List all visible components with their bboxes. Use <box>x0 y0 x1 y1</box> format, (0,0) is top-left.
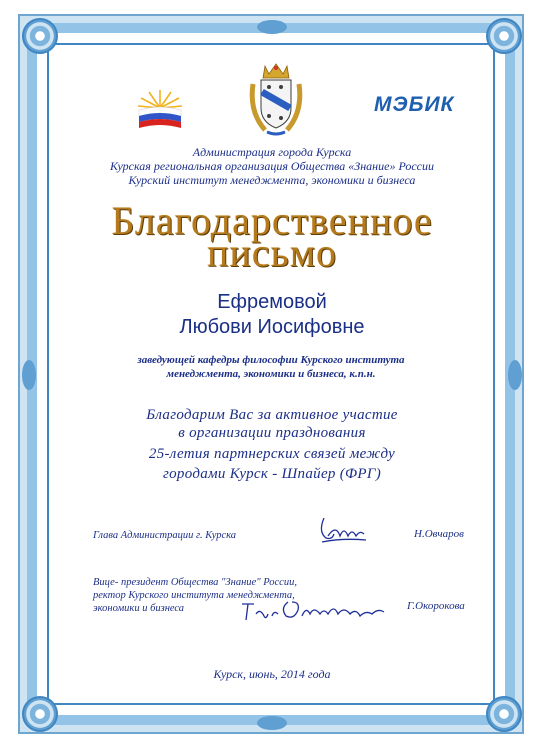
organization-line: Курская региональная организация Общества «Знание» России <box>110 159 434 173</box>
vice-president-title: Вице- президент Общества "Знание" России, <box>93 577 297 588</box>
head-signature <box>316 514 368 548</box>
russian-flag-sunrise-icon <box>137 88 183 134</box>
document-title: письмо <box>206 230 338 275</box>
border-ornament-icon <box>22 360 36 390</box>
thanks-text-line: в организации празднования <box>178 425 366 441</box>
border-ornament-icon <box>508 360 522 390</box>
corner-ornament-icon <box>22 18 58 54</box>
mebik-logo-text: МЭБИК <box>374 93 455 116</box>
thanks-text-line: 25-летия партнерских связей между <box>148 446 396 462</box>
recipient-given-name: Любови Иосифовне <box>179 316 365 338</box>
recipient-position: заведующей кафедры философии Курского института <box>137 354 405 366</box>
vice-president-signature <box>238 594 390 626</box>
organization-line: Курский институт менеджмента, экономики и бизнеса <box>128 173 416 187</box>
head-of-administration-name: Н.Овчаров <box>414 528 464 540</box>
organization-line: Администрация города Курска <box>192 145 352 159</box>
corner-ornament-icon <box>22 696 58 732</box>
place-and-date: Курск, июнь, 2014 года <box>213 667 331 681</box>
recipient-position: менеджмента, экономики и бизнеса, к.п.н. <box>166 368 376 380</box>
vice-president-title: экономики и бизнеса <box>93 603 185 614</box>
document-title: Благодарственное <box>111 198 433 243</box>
border-ornament-icon <box>257 716 287 730</box>
thanks-text-line: Благодарим Вас за активное участие <box>146 407 398 423</box>
mebik-logo <box>374 92 455 118</box>
vice-president-title: ректор Курского института менеджмента, <box>93 590 295 601</box>
kursk-coat-of-arms-icon <box>247 62 305 136</box>
head-of-administration-title: Глава Администрации г. Курска <box>93 530 237 541</box>
border-ornament-icon <box>257 20 287 34</box>
recipient-surname: Ефремовой <box>217 291 327 313</box>
vice-president-name: Г.Окорокова <box>407 600 465 612</box>
thanks-text-line: городами Курск - Шпайер (ФРГ) <box>162 466 381 482</box>
corner-ornament-icon <box>486 18 522 54</box>
corner-ornament-icon <box>486 696 522 732</box>
